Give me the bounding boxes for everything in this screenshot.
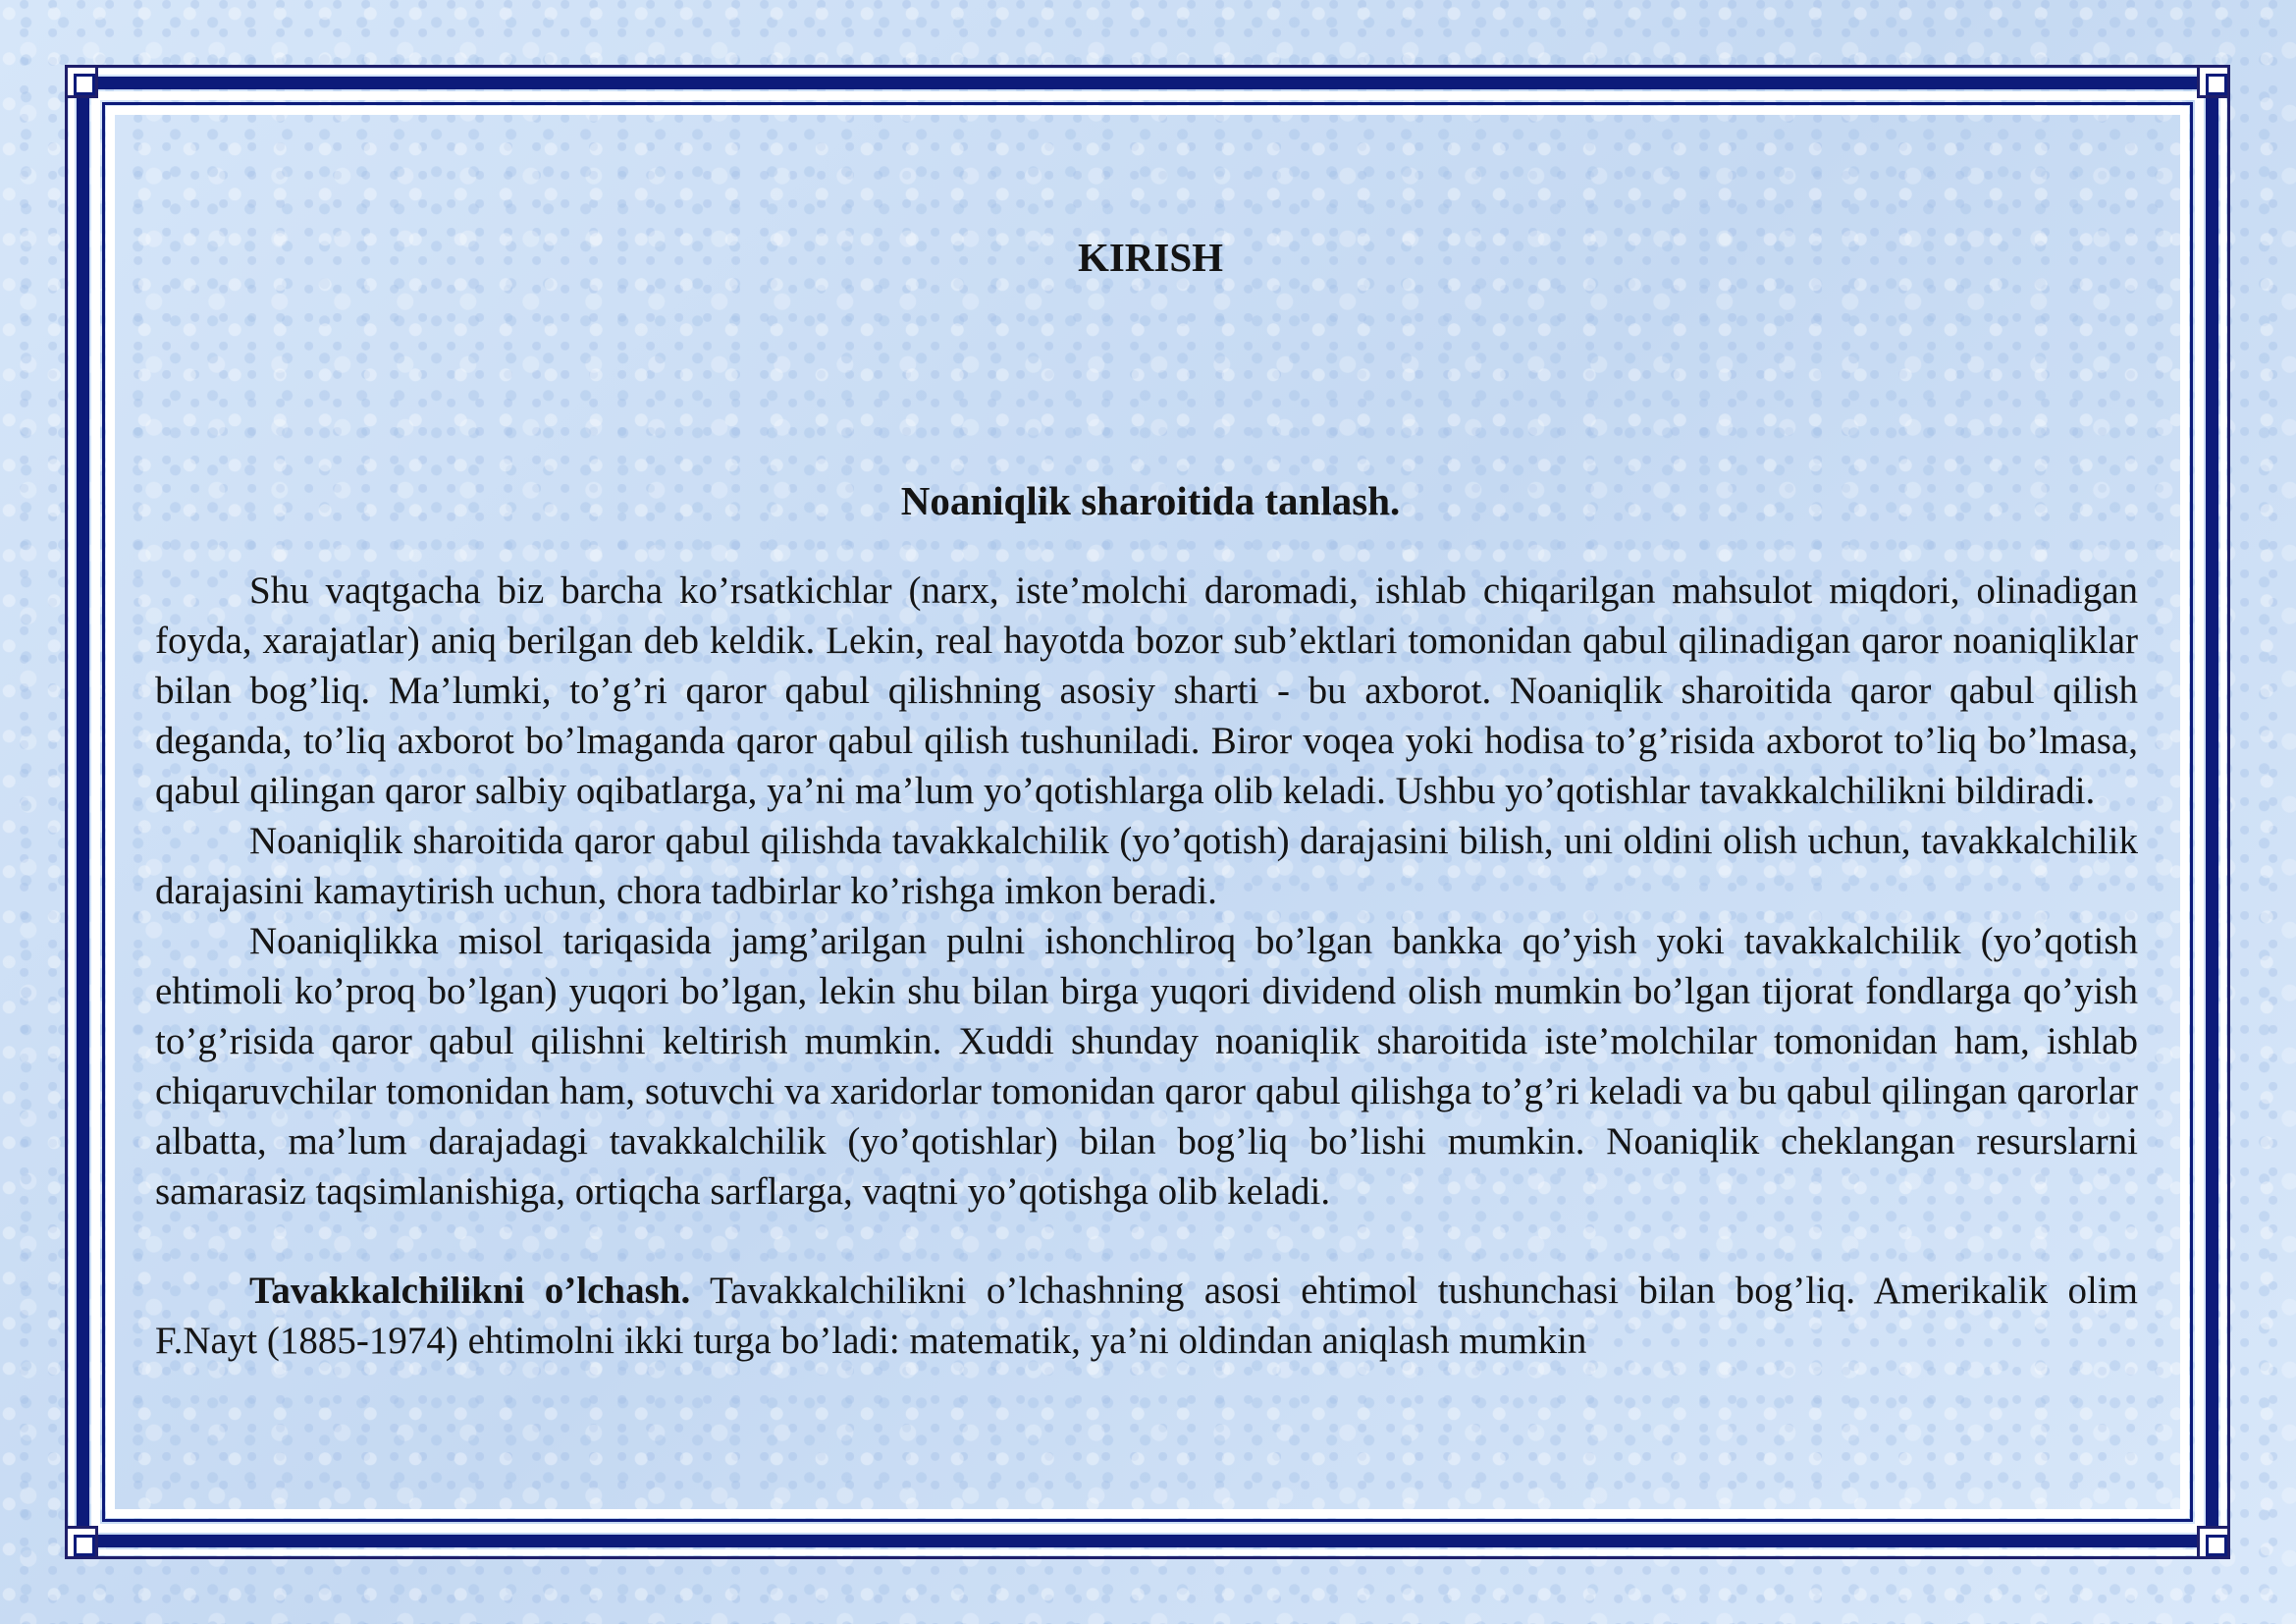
measurement-text: Tavakkalchilikni o’lchashning asosi ehtimol tushunchasi bilan bog’liq. Amerikalik olim F.Nayt (1885-1974) ehtimolni ikki turga bo’ladi: matematik, ya’ni oldindan aniqlash mumkin xyxy=(155,1270,2138,1362)
page-title: KIRISH xyxy=(1077,235,1224,280)
paragraph-2: Noaniqlik sharoitida qaror qabul qilishda tavakkalchilik (yo’qotish) darajasini bilish, uni oldini olish uchun, tavakkalchilik darajasini kamaytirish uchun, chora tadbirlar ko’rishga imkon beradi. xyxy=(155,820,2138,912)
corner-ornament-bottom-left xyxy=(65,1526,98,1559)
page-content xyxy=(155,228,2138,1366)
corner-ornament-top-right xyxy=(2197,65,2230,98)
paragraph-3: Noaniqlikka misol tariqasida jamg’arilgan pulni ishonchliroq bo’lgan bankka qo’yish yoki tavakkalchilik (yo’qotish ehtimoli ko’proq bo’lgan) yuqori bo’lgan, lekin shu bilan birga yuqori dividend olish mumkin bo’lgan tijorat fondlarga qo’yish to’g’risida qaror qabul qilishni keltirish mumkin. Xuddi shunday noaniqlik sharoitida iste’molchilar tomonidan ham, ishlab chiqaruvchilar tomonidan ham, sotuvchi va xaridorlar tomonidan qaror qabul qilishga to’g’ri keladi va bu qabul qilingan qarorlar albatta, ma’lum darajadagi tavakkalchilik (yo’qotishlar) bilan bog’liq bo’lishi mumkin. Noaniqlik cheklangan resurslarni samarasiz taqsimlanishiga, ortiqcha sarflarga, vaqtni yo’qotishga olib keladi. xyxy=(155,920,2138,1213)
paragraph-measurement xyxy=(155,1266,2138,1366)
corner-ornament-bottom-right xyxy=(2197,1526,2230,1559)
corner-ornament-top-left xyxy=(65,65,98,98)
paragraph-1: Shu vaqtgacha biz barcha ko’rsatkichlar (narx, iste’molchi daromadi, ishlab chiqarilgan mahsulot miqdori, olinadigan foyda, xarajatlar) aniq berilgan deb keldik. Lekin, real hayotda bozor sub’ektlari tomonidan qabul qilinadigan qaror noaniqliklar bilan bog’liq. Ma’lumki, to’g’ri qaror qabul qilishning asosiy sharti - bu axborot. Noaniqlik sharoitida qaror qabul qilish deganda, to’liq axborot bo’lmaganda qaror qabul qilish tushuniladi. Biror voqea yoki hodisa to’g’risida axborot to’liq bo’lmasa, qabul qilingan qaror salbiy oqibatlarga, ya’ni ma’lum yo’qotishlarga olib keladi. Ushbu yo’qotishlar tavakkalchilikni bildiradi. xyxy=(155,569,2138,812)
section-title: Noaniqlik sharoitida tanlash. xyxy=(900,478,1401,523)
measurement-heading: Tavakkalchilikni o’lchash. xyxy=(249,1270,691,1312)
